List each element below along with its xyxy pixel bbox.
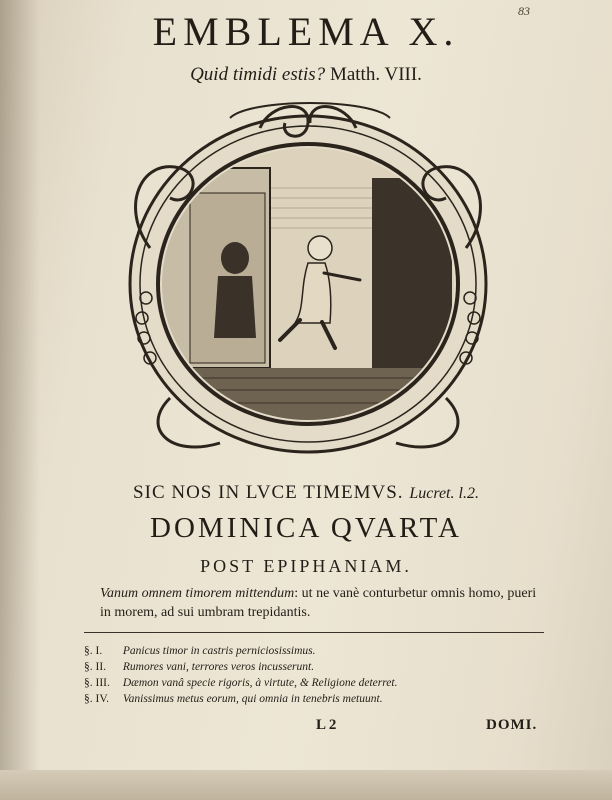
emblem-title: EMBLEMA X. (152, 9, 460, 54)
sermon-heading: DOMINICA QVARTA (150, 512, 462, 544)
section-item (84, 691, 554, 707)
section-item (84, 643, 554, 659)
summary-lead: Vanum omnem timorem mittendum (100, 586, 295, 601)
section-number: §. I. (84, 645, 103, 657)
sermon-summary (100, 584, 540, 622)
sermon-subheading: POST EPIPHANIAM. (200, 556, 412, 576)
summary-text: : ut ne vanè conturbetur omnis homo, pueri in morem, ad sui umbram trepidantis. (100, 586, 537, 620)
section-number: §. III. (84, 677, 110, 689)
quote-text: Quid timidi estis? (190, 64, 326, 85)
page-bottom-edge (0, 770, 612, 800)
divider (84, 632, 544, 633)
section-text: Rumores vani, terrores veros incusserunt. (122, 661, 315, 673)
motto-reference: Lucret. l.2. (409, 485, 479, 502)
section-text: Dæmon vanâ specie rigoris, à virtute, & Religione deterret. (122, 677, 398, 689)
catchword: DOMI. (486, 717, 538, 733)
section-list (84, 643, 554, 707)
emblem-motto (0, 482, 612, 504)
page-gutter-shadow (0, 0, 40, 800)
section-item (84, 675, 554, 691)
section-text: Vanissimus metus eorum, qui omnia in tenebris metuunt. (122, 693, 383, 705)
scripture-quote (0, 64, 612, 86)
section-item (84, 659, 554, 675)
section-text: Panicus timor in castris perniciosissimus. (122, 645, 316, 657)
section-number: §. II. (84, 661, 107, 673)
motto-text: SIC NOS IN LVCE TIMEMVS. (133, 482, 404, 503)
section-number: §. IV. (84, 693, 110, 705)
signature-mark: L 2 (316, 717, 337, 733)
page-number: 83 (518, 4, 530, 18)
emblem-engraving (110, 98, 506, 460)
quote-reference: Matth. VIII. (329, 64, 422, 85)
